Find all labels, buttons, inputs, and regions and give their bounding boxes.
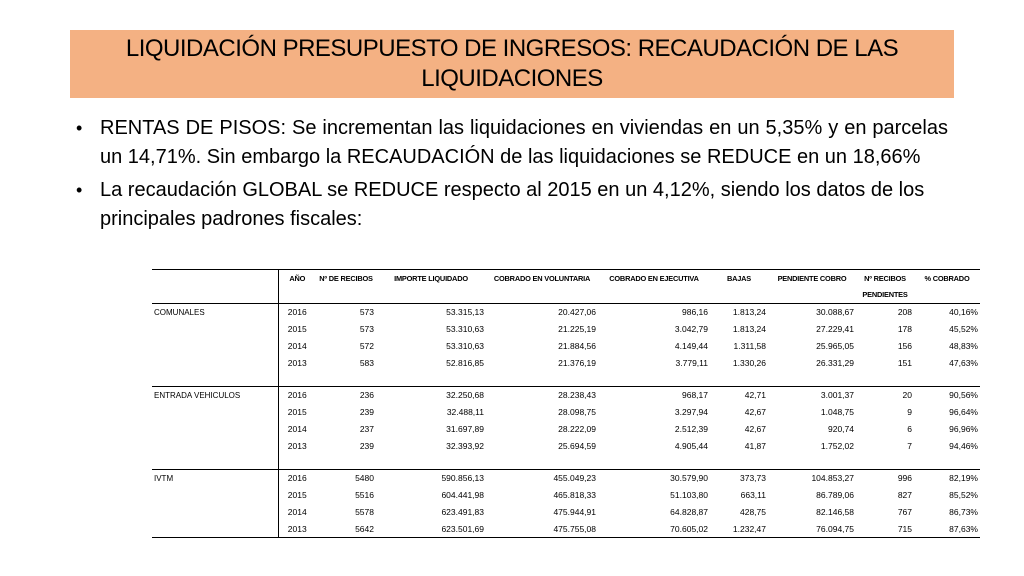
- spacer-cell: [914, 455, 980, 470]
- table-cell: 151: [897, 358, 912, 368]
- table-cell: 3.042,79: [674, 324, 708, 334]
- table-cell: 2015: [287, 490, 307, 500]
- spacer-cell: [914, 372, 980, 387]
- group-label: [152, 355, 278, 372]
- header-label-col: [152, 270, 278, 287]
- table-cell: 85,52%: [949, 490, 978, 500]
- fiscal-table: [152, 269, 980, 538]
- table-cell: 25.694,59: [558, 441, 596, 451]
- table-cell: 827: [897, 490, 912, 500]
- table-cell: 428,75: [740, 507, 766, 517]
- spacer-cell: [598, 455, 710, 470]
- table-cell: 76.094,75: [768, 521, 856, 538]
- table-cell: 21.884,56: [558, 341, 596, 351]
- table-cell: 237: [359, 424, 374, 434]
- table-cell: 986,16: [598, 304, 710, 321]
- table-cell: 70.605,02: [598, 521, 710, 538]
- spacer-cell: [768, 372, 856, 387]
- table-cell: 87,63%: [914, 521, 980, 538]
- table-cell: 30.088,67: [768, 304, 856, 321]
- table-cell: 590.856,13: [376, 470, 486, 487]
- table-cell: 239: [359, 441, 374, 451]
- table-row: [152, 438, 980, 455]
- header-empty: [914, 287, 980, 304]
- table-cell: 455.049,23: [486, 470, 598, 487]
- table-cell: 28.098,75: [558, 407, 596, 417]
- table-cell: 26.331,29: [816, 358, 854, 368]
- table-cell: 1.048,75: [820, 407, 854, 417]
- table-cell: 1.813,24: [710, 304, 768, 321]
- table-cell: 52.816,85: [446, 358, 484, 368]
- table-row: [152, 338, 980, 355]
- spacer-cell: [316, 455, 376, 470]
- spacer-cell: [598, 372, 710, 387]
- table-cell: 3.297,94: [674, 407, 708, 417]
- table-cell: 573: [359, 324, 374, 334]
- spacer-cell: [316, 372, 376, 387]
- table-cell: 1.813,24: [732, 324, 766, 334]
- table-cell: 236: [316, 387, 376, 404]
- table-header-row: [152, 287, 980, 304]
- table-cell: 475.944,91: [553, 507, 596, 517]
- table-row: [152, 521, 980, 538]
- table-cell: 20: [856, 387, 914, 404]
- table-cell: 53.310,63: [446, 324, 484, 334]
- header-empty: [486, 287, 598, 304]
- table-cell: 2016: [278, 387, 316, 404]
- table-cell: 64.828,87: [670, 507, 708, 517]
- table-cell: 96,96%: [949, 424, 978, 434]
- header-empty: [768, 287, 856, 304]
- fiscal-table-container: [152, 269, 980, 538]
- table-row: [152, 487, 980, 504]
- table-cell: 5642: [316, 521, 376, 538]
- table-cell: 104.853,27: [768, 470, 856, 487]
- bullet-item: [76, 114, 948, 172]
- group-label: [152, 438, 278, 455]
- group-label: [152, 338, 278, 355]
- table-cell: 3.001,37: [768, 387, 856, 404]
- header-cell: COBRADO EN VOLUNTARIA: [486, 270, 598, 287]
- table-cell: 40,16%: [914, 304, 980, 321]
- table-cell: 48,83%: [949, 341, 978, 351]
- header-label-col: [152, 287, 278, 304]
- table-cell: 1.311,58: [733, 341, 766, 351]
- table-body: [152, 304, 980, 538]
- table-cell: 623.501,69: [376, 521, 486, 538]
- table-cell: 920,74: [828, 424, 854, 434]
- slide-title: LIQUIDACIÓN PRESUPUESTO DE INGRESOS: RECAUDACIÓN DE LAS LIQUIDACIONES: [125, 35, 899, 92]
- table-cell: 2013: [278, 521, 316, 538]
- table-cell: 30.579,90: [598, 470, 710, 487]
- header-empty: [278, 287, 316, 304]
- table-row: [152, 421, 980, 438]
- table-cell: 996: [856, 470, 914, 487]
- table-cell: 5480: [316, 470, 376, 487]
- spacer-cell: [710, 372, 768, 387]
- spacer-cell: [278, 455, 316, 470]
- table-cell: 47,63%: [949, 358, 978, 368]
- table-cell: 604.441,98: [441, 490, 484, 500]
- table-cell: 4.905,44: [674, 441, 708, 451]
- table-cell: 4.149,44: [674, 341, 708, 351]
- spacer-cell: [856, 455, 914, 470]
- bullet-dot-icon: •: [76, 118, 83, 138]
- spacer-cell: [856, 372, 914, 387]
- spacer-row: [152, 455, 980, 470]
- table-cell: 20.427,06: [486, 304, 598, 321]
- header-cell: PENDIENTE COBRO: [768, 270, 856, 287]
- table-cell: 715: [856, 521, 914, 538]
- table-cell: 968,17: [598, 387, 710, 404]
- table-cell: 51.103,80: [670, 490, 708, 500]
- spacer-cell: [486, 455, 598, 470]
- table-cell: 239: [359, 407, 374, 417]
- table-row: [152, 355, 980, 372]
- table-cell: 2016: [278, 304, 316, 321]
- table-cell: 6: [907, 424, 912, 434]
- header-cell: AÑO: [278, 270, 316, 287]
- table-cell: 178: [897, 324, 912, 334]
- group-label: [152, 404, 278, 421]
- table-cell: 2014: [287, 507, 307, 517]
- table-cell: 2014: [287, 341, 307, 351]
- title-banner: [70, 30, 954, 98]
- table-cell: 42,71: [710, 387, 768, 404]
- table-cell: 475.755,08: [486, 521, 598, 538]
- spacer-row: [152, 372, 980, 387]
- table-cell: 663,11: [740, 490, 766, 500]
- table-cell: 9: [907, 407, 912, 417]
- spacer-cell: [152, 372, 278, 387]
- spacer-cell: [768, 455, 856, 470]
- group-label: IVTM: [152, 470, 278, 487]
- bullet-dot-icon: •: [76, 180, 83, 200]
- header-cell: COBRADO EN EJECUTIVA: [598, 270, 710, 287]
- spacer-cell: [152, 455, 278, 470]
- table-cell: 94,46%: [949, 441, 978, 451]
- table-cell: 27.229,41: [816, 324, 854, 334]
- table-cell: 90,56%: [914, 387, 980, 404]
- table-cell: 5578: [355, 507, 374, 517]
- group-label: [152, 421, 278, 438]
- table-cell: 21.376,19: [558, 358, 596, 368]
- table-cell: 5516: [355, 490, 374, 500]
- group-label: ENTRADA VEHICULOS: [152, 387, 278, 404]
- table-cell: 42,67: [744, 424, 766, 434]
- table-cell: 1.330,26: [732, 358, 766, 368]
- table-cell: 2.512,39: [674, 424, 708, 434]
- table-cell: 25.965,05: [816, 341, 854, 351]
- table-cell: 28.222,09: [558, 424, 596, 434]
- table-cell: 86.789,06: [816, 490, 854, 500]
- table-cell: 32.393,92: [446, 441, 484, 451]
- bullet-text: RENTAS DE PISOS: Se incrementan las liquidaciones en viviendas en un 5,35% y en parcelas un 14,71%. Sin embargo la RECAUDACIÓN de las liquidaciones se REDUCE en un 18,66%: [100, 117, 948, 168]
- group-label: [152, 504, 278, 521]
- table-cell: 3.779,11: [675, 358, 708, 368]
- header-cell: IMPORTE LIQUIDADO: [376, 270, 486, 287]
- table-cell: 82,19%: [914, 470, 980, 487]
- table-cell: 2015: [287, 324, 307, 334]
- bullet-item: [76, 176, 948, 234]
- spacer-cell: [376, 372, 486, 387]
- header-empty: [710, 287, 768, 304]
- group-label: COMUNALES: [152, 304, 278, 321]
- table-row: [152, 387, 980, 404]
- table-cell: 45,52%: [949, 324, 978, 334]
- table-cell: 82.146,58: [816, 507, 854, 517]
- table-cell: 21.225,19: [558, 324, 596, 334]
- group-label: [152, 521, 278, 538]
- header-cell: % COBRADO: [914, 270, 980, 287]
- table-row: [152, 404, 980, 421]
- table-cell: 1.752,02: [820, 441, 854, 451]
- header-empty: [316, 287, 376, 304]
- table-cell: 583: [359, 358, 374, 368]
- spacer-cell: [376, 455, 486, 470]
- table-cell: 373,73: [710, 470, 768, 487]
- table-row: [152, 470, 980, 487]
- table-cell: 208: [856, 304, 914, 321]
- table-cell: 623.491,83: [441, 507, 484, 517]
- table-cell: 2013: [287, 441, 307, 451]
- table-cell: 2015: [287, 407, 307, 417]
- table-cell: 2016: [278, 470, 316, 487]
- table-cell: 42,67: [744, 407, 766, 417]
- table-cell: 28.238,43: [486, 387, 598, 404]
- table-cell: 86,73%: [949, 507, 978, 517]
- bullet-text: La recaudación GLOBAL se REDUCE respecto al 2015 en un 4,12%, siendo los datos de los principales padrones fiscales:: [100, 179, 925, 230]
- table-cell: 31.697,89: [446, 424, 484, 434]
- table-cell: 41,87: [744, 441, 766, 451]
- table-cell: 96,64%: [949, 407, 978, 417]
- table-row: [152, 321, 980, 338]
- bullet-list: [76, 114, 948, 238]
- group-label: [152, 321, 278, 338]
- table-cell: 572: [359, 341, 374, 351]
- table-cell: 156: [897, 341, 912, 351]
- group-label: [152, 487, 278, 504]
- spacer-cell: [486, 372, 598, 387]
- header-cell: Nº DE RECIBOS: [316, 270, 376, 287]
- table-cell: 465.818,33: [553, 490, 596, 500]
- table-cell: 2013: [287, 358, 307, 368]
- header-cell: PENDIENTES: [856, 287, 914, 304]
- spacer-cell: [278, 372, 316, 387]
- table-cell: 2014: [287, 424, 307, 434]
- spacer-cell: [710, 455, 768, 470]
- header-empty: [376, 287, 486, 304]
- table-cell: 573: [316, 304, 376, 321]
- header-empty: [598, 287, 710, 304]
- table-cell: 53.310,63: [446, 341, 484, 351]
- table-cell: 7: [907, 441, 912, 451]
- table-cell: 32.250,68: [376, 387, 486, 404]
- header-cell: BAJAS: [710, 270, 768, 287]
- header-cell: Nº RECIBOS: [856, 270, 914, 287]
- table-row: [152, 304, 980, 321]
- table-header-row: [152, 270, 980, 287]
- table-cell: 767: [897, 507, 912, 517]
- table-cell: 32.488,11: [446, 407, 484, 417]
- table-cell: 53.315,13: [376, 304, 486, 321]
- table-cell: 1.232,47: [710, 521, 768, 538]
- table-row: [152, 504, 980, 521]
